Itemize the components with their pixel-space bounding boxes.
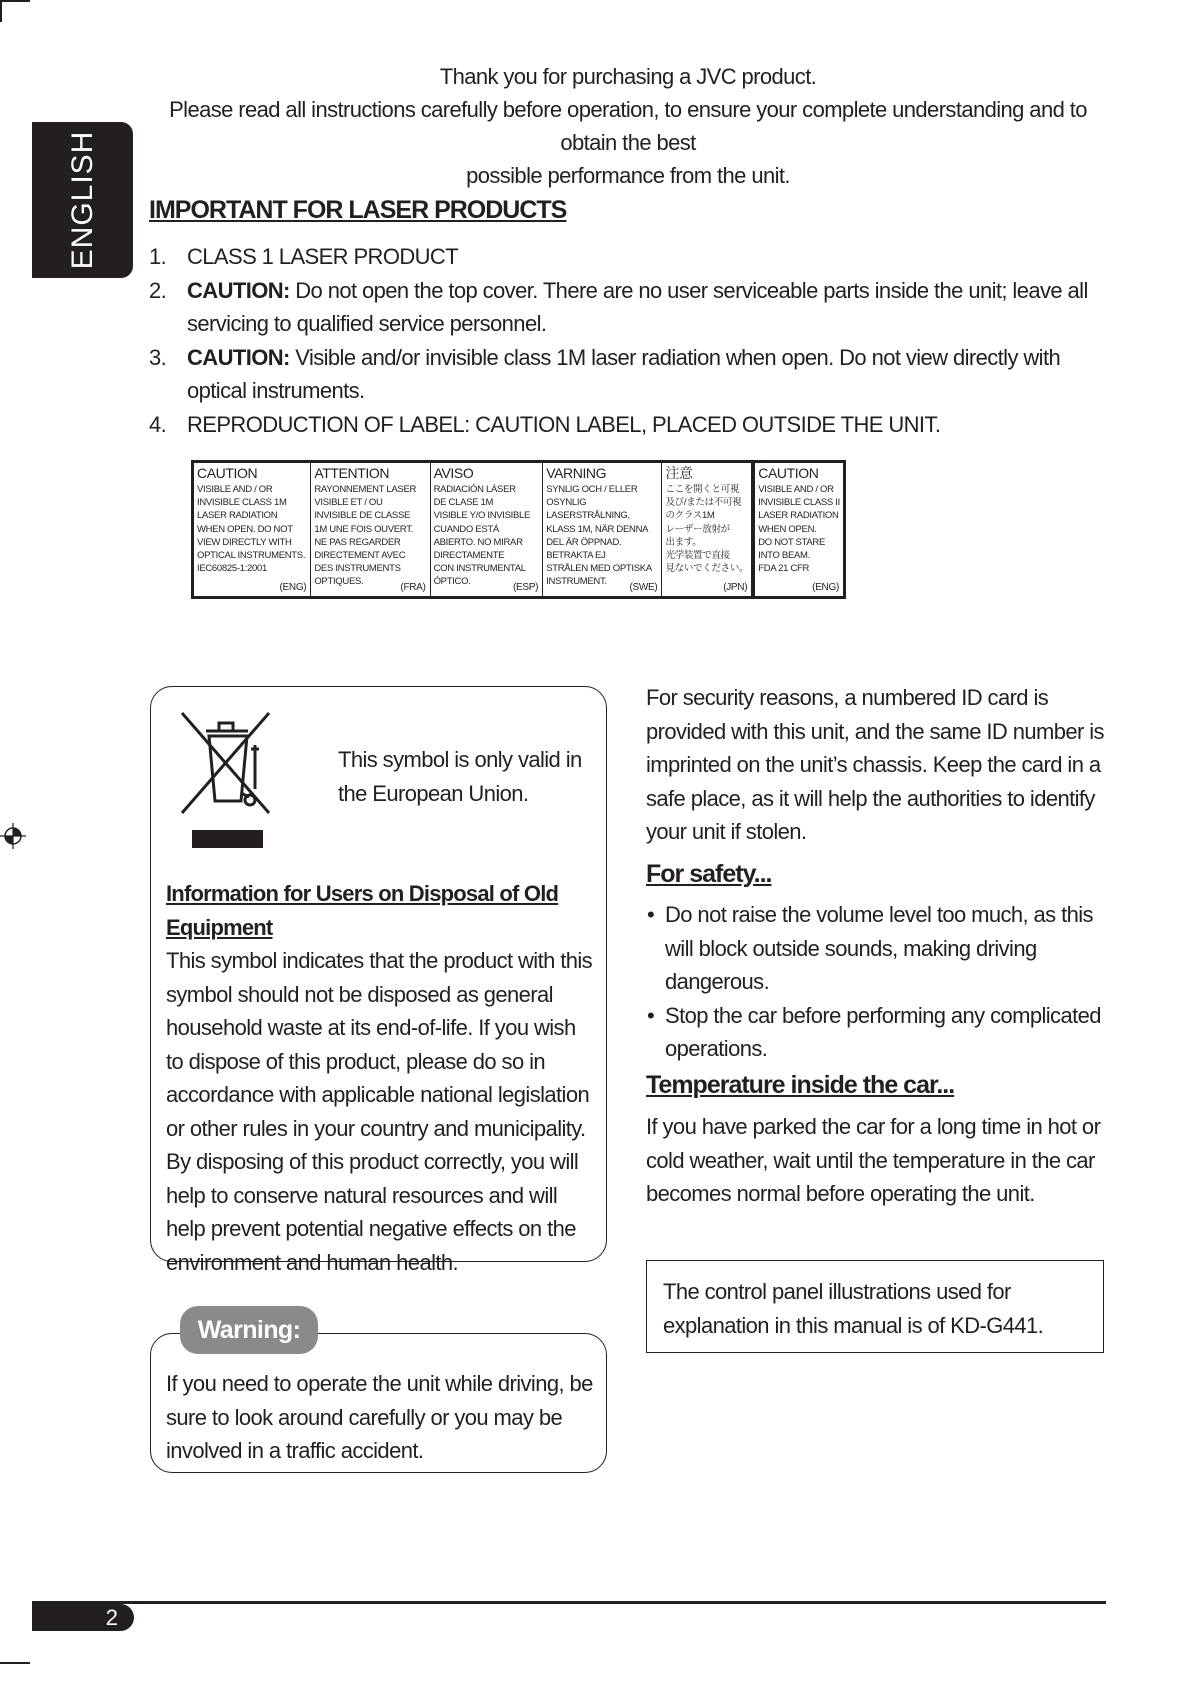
caution-label-title: 注意 — [665, 465, 693, 481]
laser-item-number: 4. — [149, 411, 167, 437]
registration-mark-icon — [0, 822, 28, 850]
caution-label-line: WHEN OPEN. DO NOT — [197, 523, 293, 535]
caution-label-line: KLASS 1M, NÄR DENNA — [546, 523, 649, 535]
caution-label-line: ABIERTO. NO MIRAR — [433, 536, 523, 548]
caution-label-line: LASERSTRÅLNING, — [546, 510, 630, 522]
caution-label-line: VISIBLE Y/O INVISIBLE — [433, 510, 531, 522]
safety-item — [646, 999, 1106, 1066]
control-panel-note-text: The control panel illustrations used for explanation in this manual is of KD-G441. — [663, 1279, 1044, 1338]
laser-item — [149, 408, 1089, 442]
caution-label-line: DE CLASE 1M — [433, 497, 494, 509]
caution-label-line: 及び/または不可視 — [665, 497, 742, 509]
laser-item-bold: CAUTION: — [187, 344, 290, 370]
caution-label-title: ATTENTION — [314, 465, 390, 481]
caution-label-title: VARNING — [546, 465, 607, 481]
caution-label-line: RAYONNEMENT LASER — [314, 484, 417, 495]
disposal-info-title: Information for Users on Disposal of Old Equipment — [166, 881, 559, 940]
caution-label-cell-esp — [431, 463, 544, 596]
laser-item-text: Do not open the top cover. There are no user serviceable parts inside the unit; leave all servicing to qualified service personnel. — [187, 277, 1088, 336]
caution-label-code: (ESP) — [513, 581, 539, 593]
language-tab — [32, 122, 133, 278]
caution-label-line: STRÅLEN MED OPTISKA — [546, 563, 652, 575]
caution-label — [191, 460, 846, 599]
warning-box — [150, 1333, 607, 1473]
footer-rule — [32, 1601, 1106, 1604]
caution-label-line: IEC60825-1:2001 — [197, 563, 267, 575]
crop-mark-bottom — [0, 1662, 30, 1664]
bullet-icon: • — [647, 1002, 655, 1028]
page-number: 2 — [32, 1604, 134, 1631]
laser-item-bold: CAUTION: — [187, 277, 290, 303]
caution-label-line: OPTIQUES. — [314, 576, 364, 588]
caution-label-line: VIEW DIRECTLY WITH — [197, 536, 292, 548]
caution-label-code: (SWE) — [629, 581, 658, 593]
intro-text — [148, 60, 1108, 192]
warning-label: Warning: — [180, 1306, 318, 1354]
caution-label-cell-fra — [311, 463, 430, 596]
caution-label-cell-swe — [543, 463, 662, 596]
crop-mark-top-left — [0, 0, 30, 2]
laser-item-text: REPRODUCTION OF LABEL: CAUTION LABEL, PLACED OUTSIDE THE UNIT. — [187, 411, 941, 437]
caution-label-cell-eng-fda — [752, 463, 843, 596]
caution-label-line: DIRECTAMENTE — [433, 550, 505, 562]
bullet-icon: • — [647, 902, 655, 927]
temperature-text: If you have parked the car for a long time in hot or cold weather, wait until the temperature in the car becomes normal before operating the unit. — [646, 1114, 1101, 1206]
laser-item-text: CLASS 1 LASER PRODUCT — [187, 244, 459, 269]
crop-mark-top — [0, 0, 2, 22]
caution-label-line: INSTRUMENT. — [546, 576, 607, 588]
caution-label-title: AVISO — [433, 465, 474, 481]
caution-label-line: 1M UNE FOIS OUVERT. — [314, 523, 413, 535]
caution-label-title: CAUTION — [758, 465, 819, 481]
caution-label-line: INVISIBLE CLASS 1M — [197, 497, 287, 509]
laser-item — [149, 341, 1089, 408]
caution-label-line: RADIACIÓN LÁSER — [433, 484, 516, 495]
caution-label-line: CUANDO ESTÁ — [433, 523, 499, 535]
caution-label-line: INTO BEAM. — [758, 550, 810, 562]
caution-label-line: VISIBLE AND / OR — [758, 484, 834, 495]
laser-list — [149, 240, 1089, 441]
caution-label-line: 光学装置で直接 — [665, 550, 730, 562]
safety-item — [646, 898, 1106, 999]
caution-label-line: LASER RADIATION — [758, 510, 839, 522]
eu-symbol-note: This symbol is only valid in the European Union. — [338, 747, 582, 806]
control-panel-note — [646, 1260, 1104, 1353]
safety-list — [646, 898, 1106, 1066]
caution-label-line: ここを開くと可視 — [665, 484, 740, 495]
laser-section-heading: IMPORTANT FOR LASER PRODUCTS — [149, 196, 567, 224]
security-id-text: For security reasons, a numbered ID card is provided with this unit, and the same ID number is imprinted on the unit’s chassis. Keep the card in a safe place, as it will help the authorities to identify your unit if stolen. — [646, 685, 1104, 844]
caution-label-line: SYNLIG OCH / ELLER — [546, 484, 638, 495]
caution-label-title: CAUTION — [197, 465, 258, 481]
caution-label-line: DEL ÄR ÖPPNAD. — [546, 536, 622, 548]
caution-label-code: (JPN) — [723, 581, 748, 593]
intro-line-2: Please read all instructions carefully before operation, to ensure your complete understanding and to obtain the best — [169, 97, 1087, 155]
intro-line-3: possible performance from the unit. — [466, 163, 790, 188]
caution-label-line: レーザー放射が — [665, 523, 730, 535]
caution-label-code: (ENG) — [812, 581, 839, 593]
caution-label-line: ÓPTICO. — [433, 576, 471, 588]
caution-label-line: DO NOT STARE — [758, 536, 826, 548]
safety-item-text: Do not raise the volume level too much, as this will block outside sounds, making driving dangerous. — [665, 902, 1093, 994]
laser-item-text: Visible and/or invisible class 1M laser radiation when open. Do not view directly with optical instruments. — [187, 344, 1061, 403]
warning-body: If you need to operate the unit while driving, be sure to look around carefully or you may be involved in a traffic accident. — [166, 1371, 593, 1463]
caution-label-line: VISIBLE AND / OR — [197, 484, 273, 495]
disposal-info-body: This symbol indicates that the product with this symbol should not be disposed as general household waste at its end-of-life. If you wish to dispose of this product, please do so in accordance with applicable national legislation or other rules in your country and municipality. By disposing of this product correctly, you will help to conserve natural resources and will help prevent potential negative effects on the environment and human health. — [166, 948, 593, 1275]
intro-line-1: Thank you for purchasing a JVC product. — [439, 64, 817, 89]
caution-label-line: DES INSTRUMENTS — [314, 563, 401, 575]
laser-item-number: 2. — [149, 277, 167, 303]
caution-label-cell-eng — [194, 463, 311, 596]
laser-item-number: 1. — [149, 244, 167, 269]
caution-label-cell-jpn — [662, 463, 752, 596]
caution-label-line: CON INSTRUMENTAL — [433, 563, 526, 575]
caution-label-line: 出ます。 — [665, 536, 702, 548]
caution-label-line: INVISIBLE CLASS II — [758, 497, 840, 509]
laser-item — [149, 240, 1089, 274]
caution-label-line: NE PAS REGARDER — [314, 536, 401, 548]
caution-label-code: (FRA) — [400, 581, 426, 593]
caution-label-line: OPTICAL INSTRUMENTS. — [197, 550, 306, 562]
bin-underbar — [192, 830, 263, 848]
caution-label-line: OSYNLIG — [546, 497, 587, 509]
caution-label-line: WHEN OPEN. — [758, 523, 817, 535]
caution-label-line: FDA 21 CFR — [758, 563, 810, 575]
caution-label-line: のクラス1M — [665, 510, 715, 522]
safety-item-text: Stop the car before performing any complicated operations. — [665, 1002, 1101, 1061]
language-tab-label: ENGLISH — [65, 130, 99, 270]
crossed-out-wheelie-bin-icon — [179, 709, 274, 821]
safety-heading: For safety... — [646, 860, 772, 888]
disposal-info-box — [150, 686, 607, 1275]
caution-label-code: (ENG) — [279, 581, 307, 593]
caution-label-line: LASER RADIATION — [197, 510, 278, 522]
laser-item-number: 3. — [149, 344, 167, 370]
temperature-heading: Temperature inside the car... — [646, 1071, 955, 1099]
laser-item — [149, 274, 1089, 341]
caution-label-line: DIRECTEMENT AVEC — [314, 550, 406, 562]
caution-label-line: 見ないでください。 — [665, 563, 749, 575]
caution-label-line: VISIBLE ET / OU — [314, 497, 383, 509]
caution-label-line: BETRAKTA EJ — [546, 550, 606, 562]
caution-label-line: INVISIBLE DE CLASSE — [314, 510, 411, 522]
